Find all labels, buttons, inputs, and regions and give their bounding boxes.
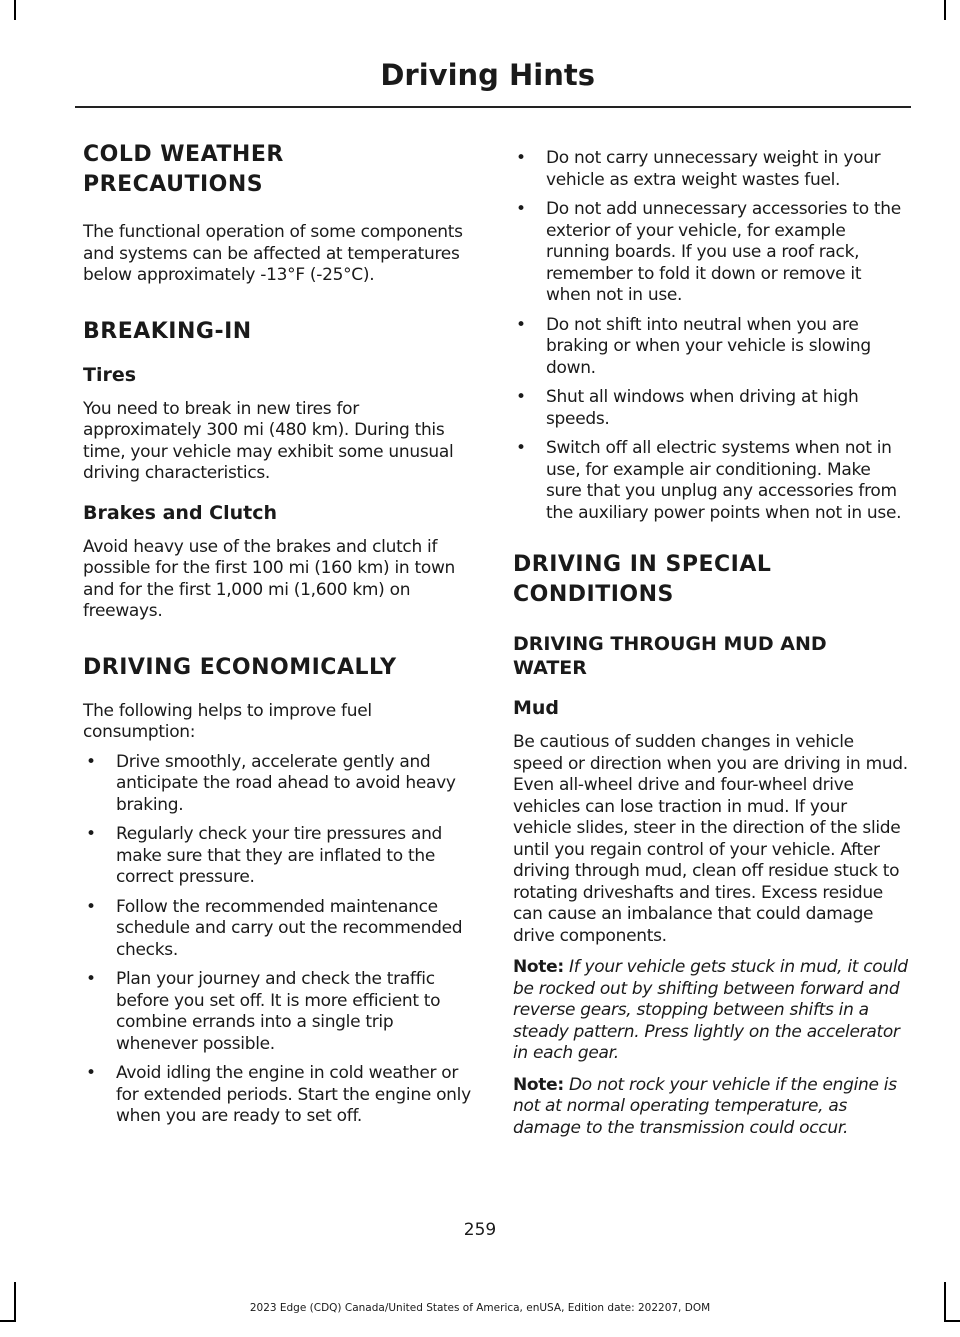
mud-body: Be cautious of sudden changes in vehicle speed or direction when you are driving in mud. Even all-wheel drive and four-wheel drive vehicles can lose traction in mud. If your vehicle slides, steer in the direction of the slide until you regain control of your vehicle. After driving through mud, clean off residue stuck to rotating driveshafts and tires. Excess residue can cause an imbalance that could damage drive components. — [513, 732, 908, 946]
note-1-text: If your vehicle gets stuck in mud, it could be rocked out by shifting between forward and reverse gears, stopping between shifts in a steady pattern. Press lightly on the accelerator in each gear. — [513, 957, 908, 1063]
note-2-label: Note: — [513, 1074, 564, 1095]
note-2-text: Do not rock your vehicle if the engine is not at normal operating temperature, as damage to the transmission could occur. — [513, 1074, 897, 1138]
cold-weather-heading — [83, 140, 475, 200]
list-item: • Drive smoothly, accelerate gently and anticipate the road ahead to avoid heavy braking. — [86, 751, 456, 815]
brakes-clutch-body: Avoid heavy use of the brakes and clutch if possible for the first 100 mi (160 km) in town and for the first 1,000 mi (1,600 km) on freeways. — [83, 536, 456, 621]
bullet-glyph: • — [516, 148, 526, 168]
note-2 — [513, 1075, 908, 1140]
crop-mark-top-left — [14, 0, 16, 20]
bullet-glyph: • — [86, 751, 96, 772]
list-item: • Avoid idling the engine in cold weather or for extended periods. Start the engine only when you are ready to set off. — [86, 1063, 471, 1126]
economy-bullet-list-continued — [513, 148, 908, 524]
brakes-clutch-heading: Brakes and Clutch — [83, 501, 278, 524]
bullet-glyph: • — [86, 896, 96, 917]
list-item: • Follow the recommended maintenance schedule and carry out the recommended checks. — [86, 896, 463, 960]
page-footer: 2023 Edge (CDQ) Canada/United States of America, enUSA, Edition date: 202207, DOM — [249, 1302, 711, 1314]
crop-mark-bottom-right-h — [944, 1320, 960, 1322]
mud-heading: Mud — [513, 697, 560, 719]
cold-weather-heading-line1: COLD WEATHER — [83, 142, 284, 167]
bullet-glyph: • — [86, 824, 96, 844]
note-1 — [513, 957, 908, 1065]
bullet-glyph: • — [86, 969, 96, 989]
cold-weather-body: The functional operation of some components and systems can be affected at temperatures below approximately -13°F (-25°C). — [83, 222, 463, 285]
list-item: • Shut all windows when driving at high speeds. — [516, 387, 859, 429]
list-item: • Regularly check your tire pressures and make sure that they are inflated to the correct pressure. — [86, 824, 443, 887]
list-item: • Do not add unnecessary accessories to the exterior of your vehicle, for example running boards. If you use a roof rack, remember to fold it down or remove it when not in use. — [516, 199, 901, 305]
list-item: • Plan your journey and check the traffic before you set off. It is more efficient to combine errands into a single trip whenever possible. — [86, 969, 441, 1054]
page-header-title: Driving Hints — [380, 58, 595, 92]
bullet-glyph: • — [516, 438, 526, 458]
bullet-glyph: • — [516, 387, 526, 407]
economy-intro: The following helps to improve fuel consumption: — [83, 700, 372, 742]
cold-weather-heading-line2: PRECAUTIONS — [83, 172, 264, 197]
special-conditions-heading — [513, 550, 908, 610]
special-conditions-heading-line1: DRIVING IN SPECIAL — [513, 552, 772, 577]
list-item: • Switch off all electric systems when not in use, for example air conditioning. Make sure that you unplug any accessories from the auxiliary power points when not in use. — [516, 438, 902, 523]
left-column — [83, 140, 475, 1136]
mud-water-heading: DRIVING THROUGH MUD AND WATER — [513, 633, 827, 679]
breaking-in-heading: BREAKING-IN — [83, 318, 252, 344]
crop-mark-bottom-left-h — [0, 1320, 16, 1322]
tires-heading: Tires — [83, 363, 137, 386]
crop-mark-top-right — [944, 0, 946, 20]
tires-body: You need to break in new tires for approximately 300 mi (480 km). During this time, your vehicle may exhibit some unusual driving characteristics. — [83, 398, 454, 483]
bullet-glyph: • — [86, 1063, 96, 1083]
list-item: • Do not shift into neutral when you are braking or when your vehicle is slowing down. — [516, 314, 871, 378]
special-conditions-heading-line2: CONDITIONS — [513, 582, 674, 607]
page-number: 259 — [463, 1220, 497, 1240]
note-1-label: Note: — [513, 957, 564, 977]
bullet-glyph: • — [516, 314, 526, 335]
driving-economically-heading: DRIVING ECONOMICALLY — [83, 654, 397, 680]
right-column — [513, 148, 908, 1139]
bullet-glyph: • — [516, 199, 526, 219]
header-rule — [75, 106, 911, 108]
economy-bullet-list — [83, 752, 475, 1128]
list-item: • Do not carry unnecessary weight in your vehicle as extra weight wastes fuel. — [516, 148, 881, 190]
